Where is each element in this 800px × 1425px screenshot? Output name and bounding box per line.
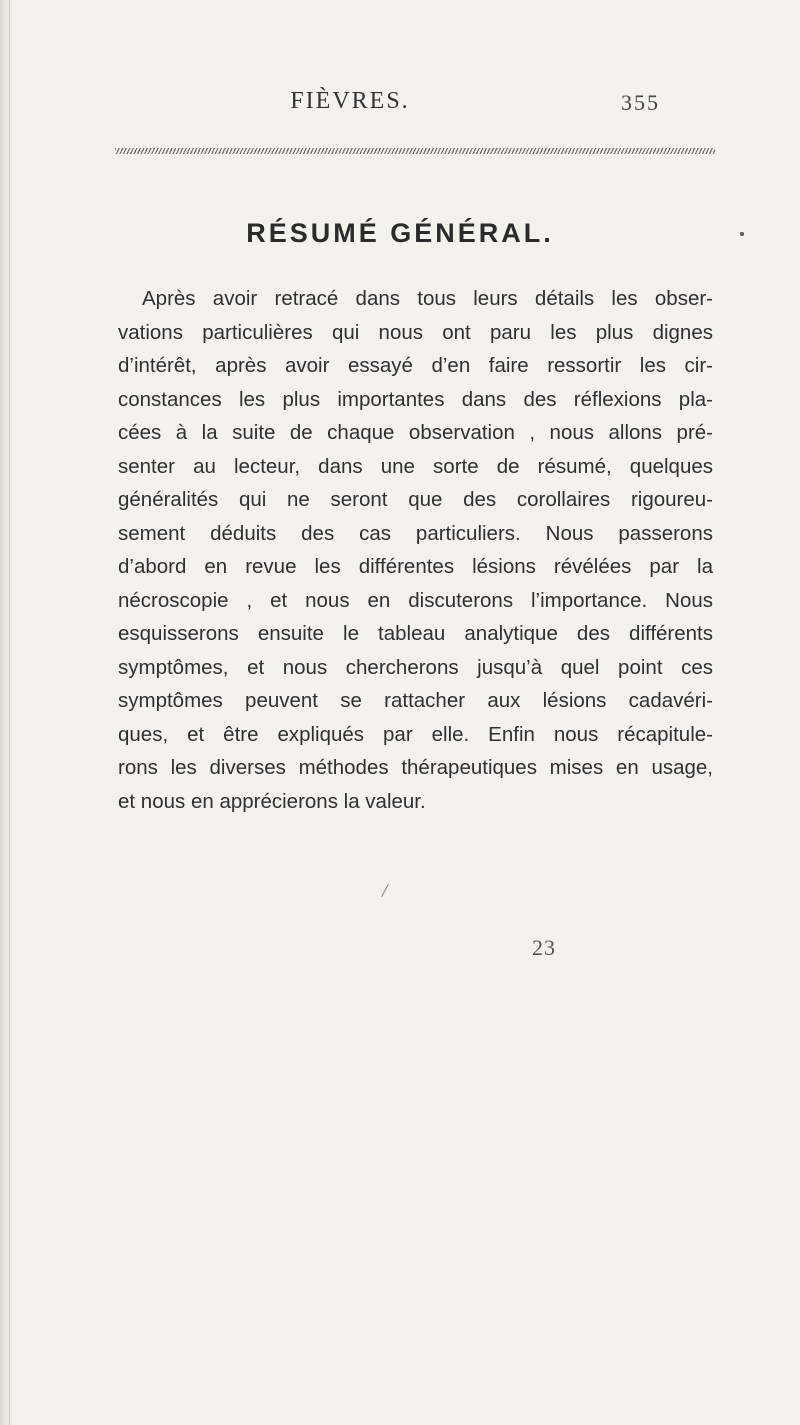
- paragraph-line: symptômes peuvent se rattacher aux lésions cadavéri-: [118, 689, 713, 712]
- paragraph-line: senter au lecteur, dans une sorte de résumé, quelques: [118, 454, 713, 478]
- paragraph-line: Après avoir retracé dans tous leurs détails les obser-: [142, 287, 713, 310]
- paragraph-line: constances les plus importantes dans des réflexions pla-: [118, 387, 713, 411]
- paragraph-line: d’intérêt, après avoir essayé d’en faire ressortir les cir-: [118, 354, 713, 377]
- paragraph-line: rons les diverses méthodes thérapeutiques mises en usage,: [118, 756, 713, 779]
- printer-signature-mark: 23: [532, 935, 556, 960]
- stray-dot-mark: [740, 232, 744, 236]
- binding-line: [9, 0, 10, 1425]
- paragraph-line: d’abord en revue les différentes lésions révélées par la: [118, 555, 713, 578]
- binding-edge-shadow: [0, 0, 14, 1425]
- paragraph-line: esquisserons ensuite le tableau analytique des différents: [118, 622, 713, 645]
- ornamental-rule: [115, 148, 715, 154]
- running-head: FIÈVRES.: [290, 88, 410, 114]
- paragraph-line: généralités qui ne seront que des corollaires rigoureu-: [118, 488, 713, 511]
- paragraph-line: symptômes, et nous chercherons jusqu’à quel point ces: [118, 655, 713, 679]
- page-number: 355: [621, 90, 660, 115]
- paragraph-line: cées à la suite de chaque observation , nous allons pré-: [118, 421, 713, 444]
- paragraph-line: et nous en apprécierons la valeur.: [118, 789, 426, 813]
- stray-pencil-mark: /: [380, 879, 390, 903]
- paragraph-line: ques, et être expliqués par elle. Enfin nous récapitule-: [118, 722, 713, 746]
- paragraph-line: vations particulières qui nous ont paru les plus dignes: [118, 320, 713, 344]
- body-paragraph: [118, 282, 713, 818]
- paragraph-line: nécroscopie , et nous en discuterons l’importance. Nous: [118, 588, 713, 612]
- paragraph-line: sement déduits des cas particuliers. Nous passerons: [118, 521, 713, 545]
- section-title: RÉSUMÉ GÉNÉRAL.: [246, 218, 554, 248]
